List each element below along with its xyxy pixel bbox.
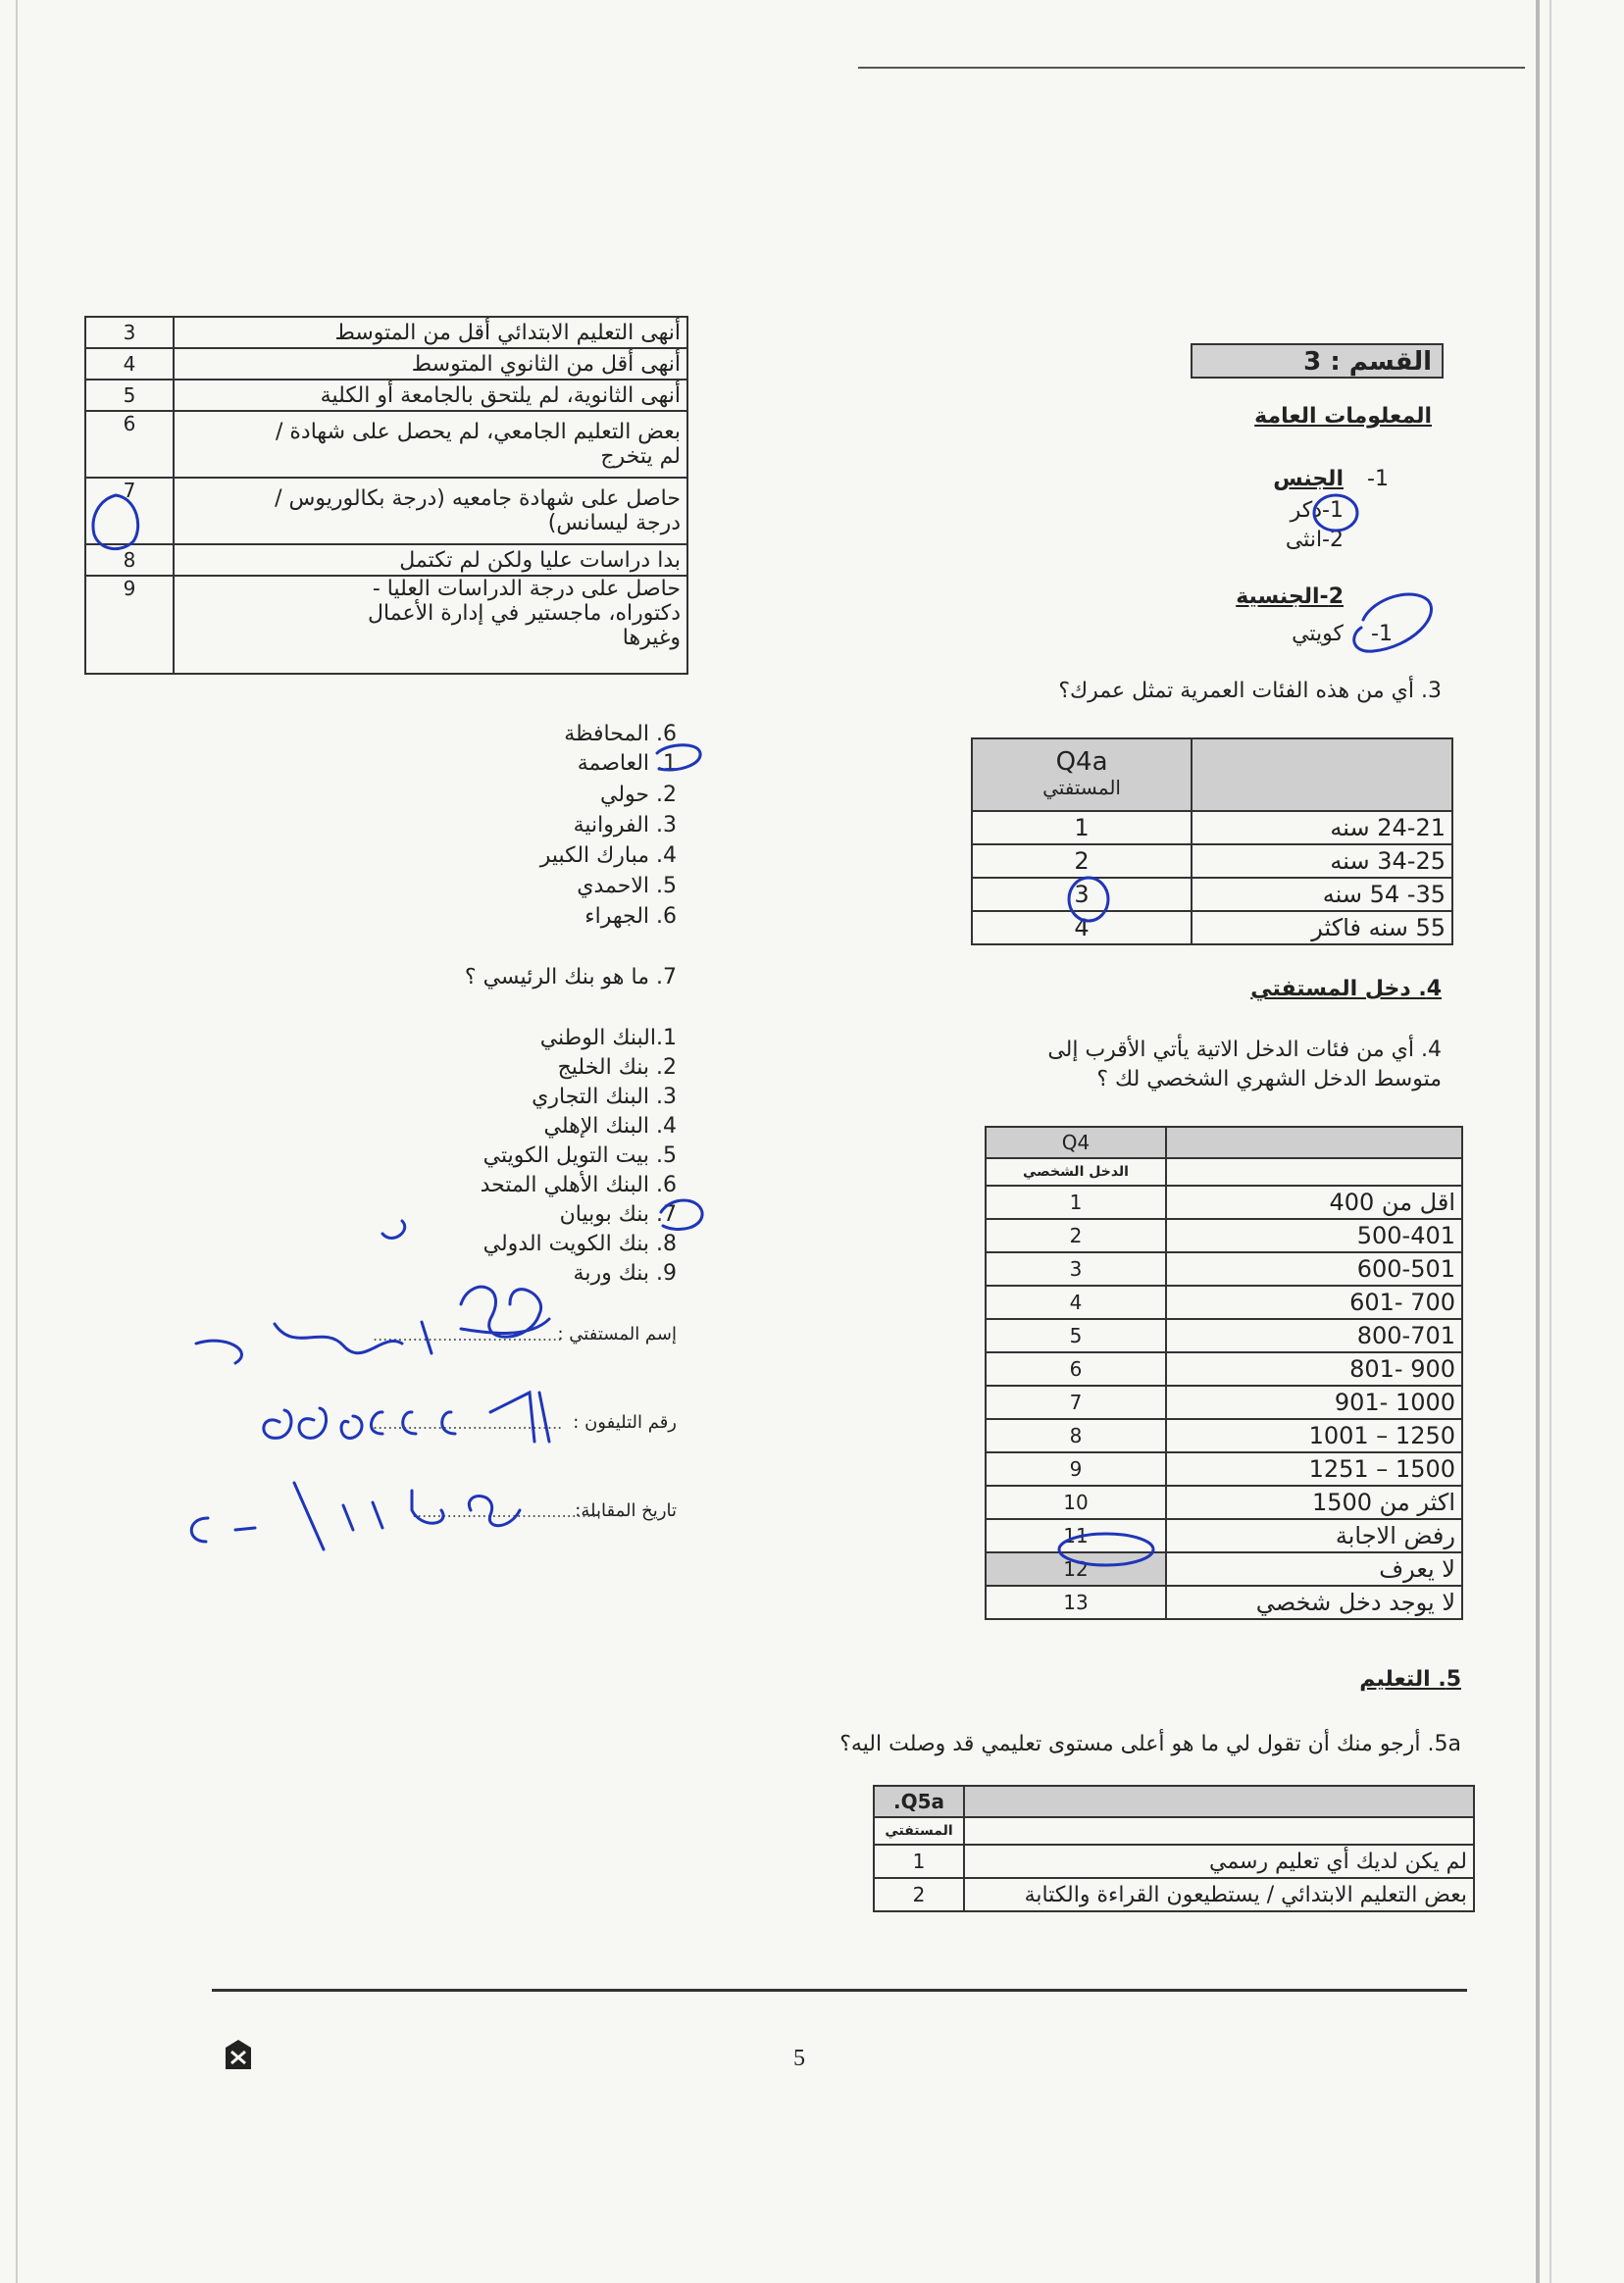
q4-code: 10 [986, 1486, 1166, 1519]
table-row [874, 1878, 1474, 1911]
q7-option: 4. البنك الإهلي [543, 1114, 677, 1139]
table-row [85, 576, 687, 674]
edu-code: 8 [85, 544, 174, 576]
edu-code: 3 [85, 317, 174, 348]
table-row [85, 348, 687, 380]
q5-header-label: المستفتي [874, 1817, 964, 1845]
q4-option: اكثر من 1500 [1166, 1486, 1462, 1519]
table-row [874, 1845, 1474, 1878]
q5-option: بعض التعليم الابتدائي / يستطيعون القراءة والكتابة [964, 1878, 1474, 1911]
q4-option: 900 -801 [1166, 1352, 1462, 1386]
q4-option: 700 -601 [1166, 1286, 1462, 1319]
edu-code: 7 [85, 478, 174, 544]
scan-edge-left [16, 0, 18, 2283]
q2-option-number: 1- [1371, 622, 1393, 646]
q1-option-male: 1-ذكر [1290, 498, 1344, 523]
q6-option: 1. العاصمة [577, 751, 677, 776]
q4-option: 1000 -901 [1166, 1386, 1462, 1419]
table-row [986, 1219, 1462, 1252]
q4-code: 13 [986, 1586, 1166, 1619]
q7-option: 3. البنك التجاري [532, 1085, 677, 1109]
q7-option: 1.البنك الوطني [539, 1026, 677, 1050]
q4-code: 5 [986, 1319, 1166, 1352]
table-row [986, 1286, 1462, 1319]
table-row [986, 1186, 1462, 1219]
page-number: 5 [793, 2046, 805, 2071]
q4-option: لا يوجد دخل شخصي [1166, 1586, 1462, 1619]
q3-header-code: Q4a [1055, 747, 1108, 777]
q4-code: 2 [986, 1219, 1166, 1252]
q4-header-code: Q4 [986, 1127, 1166, 1158]
q6-option: 2. حولي [600, 783, 677, 807]
q5-code: 1 [874, 1845, 964, 1878]
q7-option: 6. البنك الأهلي المتحد [480, 1173, 677, 1197]
q4-option: 600-501 [1166, 1252, 1462, 1286]
edu-option: بعض التعليم الجامعي، لم يحصل على شهادة / لم يتخرج [174, 411, 687, 478]
table-row [972, 811, 1452, 844]
q5-education-table [873, 1785, 1475, 1912]
q5-header-code: Q5a. [874, 1786, 964, 1817]
phone-dots: ...................................... [373, 1414, 563, 1433]
q4-option: لا يعرف [1166, 1552, 1462, 1586]
q7-option: 2. بنك الخليج [557, 1055, 677, 1080]
q2-option-kuwaiti: كويتي [1292, 622, 1344, 646]
q4-code: 8 [986, 1419, 1166, 1452]
section-title: القسم : 3 [1191, 343, 1444, 379]
table-row [986, 1486, 1462, 1519]
table-row [986, 1452, 1462, 1486]
q6-option: 6. الجهراء [584, 904, 677, 929]
q3-question: 3. أي من هذه الفئات العمرية تمثل عمرك؟ [1058, 679, 1442, 703]
q7-option: 7. بنك بوبيان [559, 1202, 677, 1227]
table-row [85, 317, 687, 348]
q7-option: 8. بنك الكويت الدولي [482, 1232, 677, 1256]
q3-option: 55 سنه فاكثر [1192, 911, 1452, 944]
table-row [986, 1586, 1462, 1619]
q4-option: 500-401 [1166, 1219, 1462, 1252]
q4-option: 1250 – 1001 [1166, 1419, 1462, 1452]
q4-code: 9 [986, 1452, 1166, 1486]
table-row [986, 1319, 1462, 1352]
table-row [986, 1352, 1462, 1386]
q4-code: 12 [986, 1552, 1166, 1586]
q4-code: 6 [986, 1352, 1166, 1386]
edu-code: 9 [85, 576, 174, 674]
q3-age-table [971, 737, 1453, 945]
table-row [986, 1519, 1462, 1552]
q6-option: 3. الفروانية [573, 813, 677, 837]
education-continued-table [84, 316, 688, 675]
q4-code: 7 [986, 1386, 1166, 1419]
table-row [972, 911, 1452, 944]
q4-option: اقل من 400 [1166, 1186, 1462, 1219]
footer-rule [212, 1989, 1467, 1992]
q4-code: 4 [986, 1286, 1166, 1319]
edu-code: 6 [85, 411, 174, 478]
edu-code: 5 [85, 380, 174, 411]
table-row [85, 411, 687, 478]
q2-title: 2-الجنسية [1236, 584, 1344, 609]
edu-code: 4 [85, 348, 174, 380]
q5-question: 5a. أرجو منك أن تقول لي ما هو أعلى مستوى تعليمي قد وصلت اليه؟ [839, 1732, 1461, 1756]
q6-title: 6. المحافظة [564, 722, 677, 746]
table-row [986, 1552, 1462, 1586]
table-row [85, 380, 687, 411]
q6-option: 4. مبارك الكبير [539, 843, 677, 868]
table-row [85, 478, 687, 544]
q1-title: الجنس [1273, 467, 1344, 491]
q4-option: 800-701 [1166, 1319, 1462, 1352]
respondent-name-label: إسم المستفتي : [557, 1324, 677, 1344]
q1-number: 1- [1367, 467, 1389, 491]
q3-header-label: المستفتي [1042, 776, 1121, 799]
q4-code: 3 [986, 1252, 1166, 1286]
q3-option: 35- 54 سنه [1192, 878, 1452, 911]
q5-heading: 5. التعليم [1359, 1667, 1461, 1692]
q3-code: 1 [972, 811, 1192, 844]
edu-option: أنهى الثانوية، لم يلتحق بالجامعة أو الكلية [174, 380, 687, 411]
table-row [972, 844, 1452, 878]
q5-code: 2 [874, 1878, 964, 1911]
interview-date-dots: ...................................... [412, 1502, 602, 1521]
edu-option: أنهى أقل من الثانوي المتوسط [174, 348, 687, 380]
q4-question-line1: 4. أي من فئات الدخل الاتية يأتي الأقرب إلى [1047, 1038, 1442, 1062]
q4-question-line2: متوسط الدخل الشهري الشخصي لك ؟ [1096, 1067, 1442, 1091]
q3-code: 3 [972, 878, 1192, 911]
q4-income-table [985, 1126, 1463, 1620]
table-row [986, 1386, 1462, 1419]
q1-option-female: 2-انثى [1285, 528, 1344, 552]
edu-option: بدا دراسات عليا ولكن لم تكتمل [174, 544, 687, 576]
table-row [986, 1419, 1462, 1452]
header-rule [858, 67, 1525, 69]
q7-question: 7. ما هو بنك الرئيسي ؟ [464, 965, 677, 989]
q4-option: 1500 – 1251 [1166, 1452, 1462, 1486]
table-row [986, 1252, 1462, 1286]
edu-option: حاصل على شهادة جامعيه (درجة بكالوريوس / درجة ليسانس) [174, 478, 687, 544]
q3-option: 24-21 سنه [1192, 811, 1452, 844]
phone-label: رقم التليفون : [573, 1412, 677, 1433]
q5-option: لم يكن لديك أي تعليم رسمي [964, 1845, 1474, 1878]
q7-option: 5. بيت التويل الكويتي [482, 1143, 677, 1168]
q4-code: 11 [986, 1519, 1166, 1552]
q3-option: 34-25 سنه [1192, 844, 1452, 878]
table-row [85, 544, 687, 576]
edu-option: أنهى التعليم الابتدائي أقل من المتوسط [174, 317, 687, 348]
scan-edge-right [1536, 0, 1540, 2283]
q6-option: 5. الاحمدي [577, 874, 677, 898]
q4-option: رفض الاجابة [1166, 1519, 1462, 1552]
scan-edge-right-inner [1549, 0, 1551, 2283]
q4-header-label: الدخل الشخصي [986, 1158, 1166, 1186]
respondent-name-dots: ...................................... [373, 1326, 563, 1344]
general-info-heading: المعلومات العامة [1254, 404, 1432, 429]
q3-code: 2 [972, 844, 1192, 878]
table-row [972, 878, 1452, 911]
q7-option: 9. بنك وربة [573, 1261, 677, 1286]
q4-code: 1 [986, 1186, 1166, 1219]
edu-option: حاصل على درجة الدراسات العليا - دكتوراه، ماجستير في إدارة الأعمال وغيرها [174, 576, 687, 674]
logo-icon [224, 2038, 253, 2071]
q3-code: 4 [972, 911, 1192, 944]
interview-date-label: تاريخ المقابلة: [575, 1500, 677, 1521]
q4-heading: 4. دخل المستفتي [1250, 977, 1442, 1001]
